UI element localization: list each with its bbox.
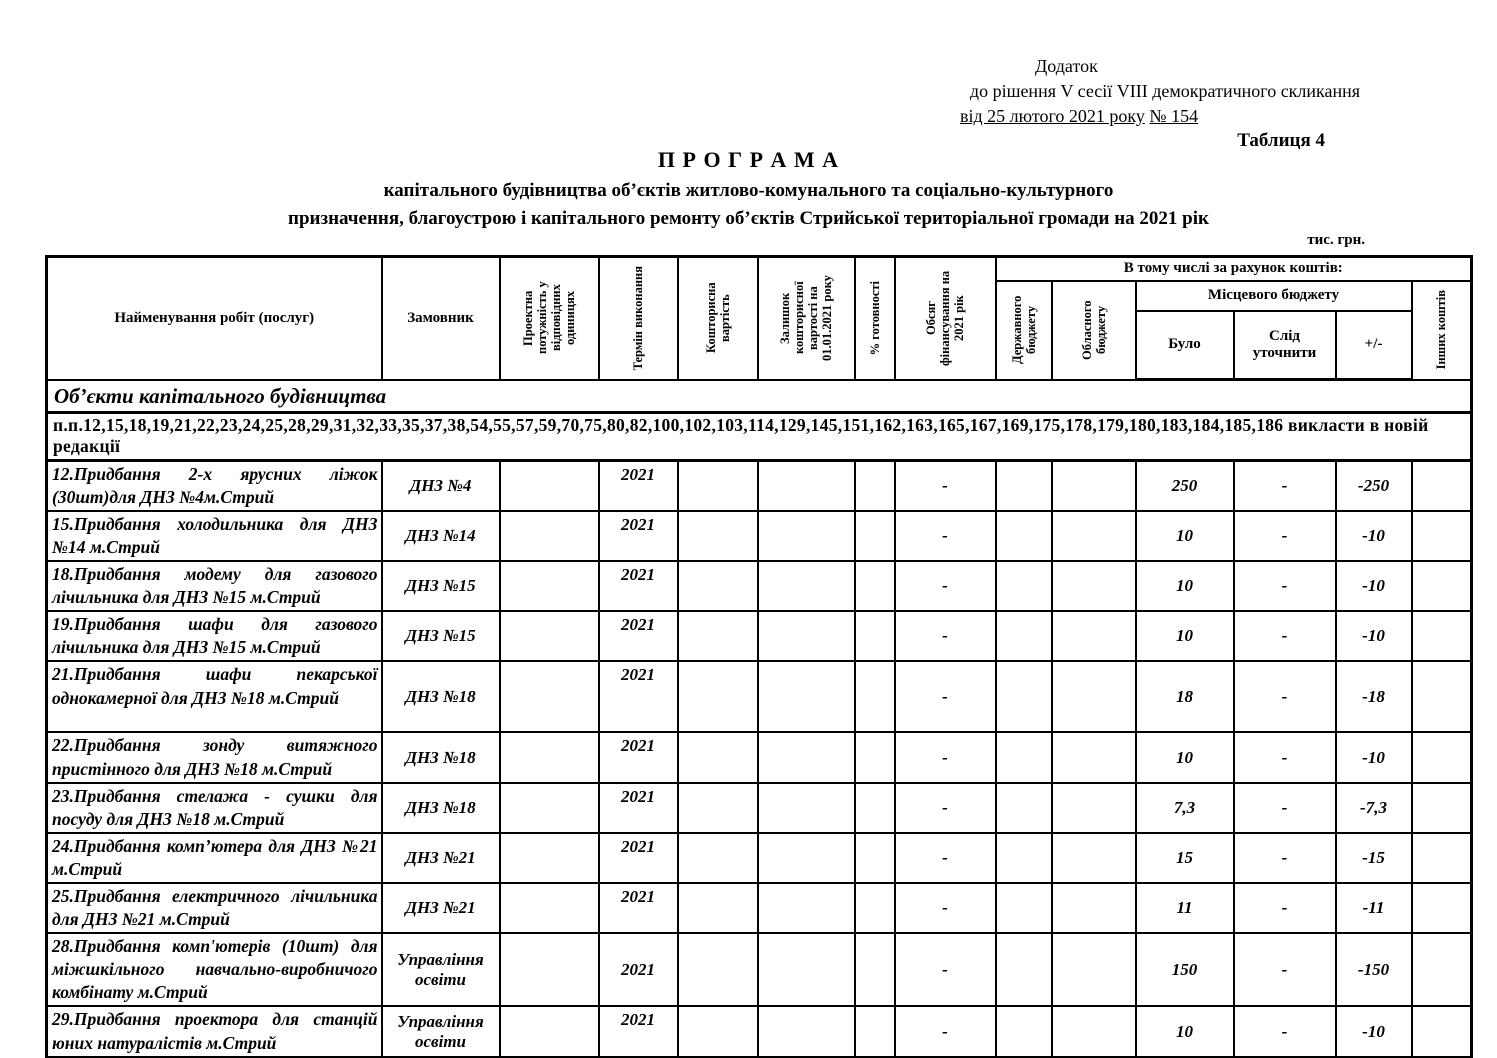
other-funds-cell xyxy=(1412,783,1472,833)
other-funds-cell xyxy=(1412,661,1472,732)
was-cell: 15 xyxy=(1136,833,1234,883)
oblast-budget-cell xyxy=(1052,783,1136,833)
customer-cell: ДНЗ №4 xyxy=(382,460,500,511)
plus-minus-cell: -18 xyxy=(1336,661,1412,732)
table-row xyxy=(47,883,1472,933)
program-table xyxy=(45,255,1473,1058)
balance-cell xyxy=(758,661,855,732)
oblast-budget-cell xyxy=(1052,661,1136,732)
header-estimate: Кошторисна вартість xyxy=(678,257,758,380)
balance-cell xyxy=(758,460,855,511)
term-cell: 2021 xyxy=(599,883,678,933)
header-capacity: Проектна потужність у відповідних одиницях xyxy=(500,257,599,380)
plus-minus-cell: -150 xyxy=(1336,933,1412,1006)
term-cell: 2021 xyxy=(599,611,678,661)
to-clarify-cell: - xyxy=(1234,833,1336,883)
table-row xyxy=(47,783,1472,833)
to-clarify-cell: - xyxy=(1234,661,1336,732)
was-cell: 150 xyxy=(1136,933,1234,1006)
capacity-cell xyxy=(500,883,599,933)
capacity-cell xyxy=(500,1006,599,1057)
to-clarify-cell: - xyxy=(1234,933,1336,1006)
to-clarify-cell: - xyxy=(1234,883,1336,933)
table-row xyxy=(47,460,1472,511)
oblast-budget-cell xyxy=(1052,561,1136,611)
to-clarify-cell: - xyxy=(1234,561,1336,611)
work-name-cell: 19.Придбання шафи для газового лічильника для ДНЗ №15 м.Стрий xyxy=(47,611,382,661)
table-row xyxy=(47,611,1472,661)
customer-cell: Управління освіти xyxy=(382,1006,500,1057)
capacity-cell xyxy=(500,833,599,883)
customer-cell: ДНЗ №14 xyxy=(382,511,500,561)
capacity-cell xyxy=(500,732,599,782)
capacity-cell xyxy=(500,661,599,732)
readiness-cell xyxy=(855,561,895,611)
amendment-row xyxy=(47,413,1472,461)
estimate-cell xyxy=(678,611,758,661)
plus-minus-cell: -11 xyxy=(1336,883,1412,933)
readiness-cell xyxy=(855,833,895,883)
other-funds-cell xyxy=(1412,833,1472,883)
funding-cell: - xyxy=(895,611,996,661)
to-clarify-cell: - xyxy=(1234,783,1336,833)
customer-cell: ДНЗ №18 xyxy=(382,661,500,732)
work-name-cell: 15.Придбання холодильника для ДНЗ №14 м.Стрий xyxy=(47,511,382,561)
work-name-cell: 28.Придбання комп'ютерів (10шт) для міжшкільного навчально-виробничого комбінату м.Стрий xyxy=(47,933,382,1006)
other-funds-cell xyxy=(1412,883,1472,933)
plus-minus-cell: -15 xyxy=(1336,833,1412,883)
readiness-cell xyxy=(855,1006,895,1057)
title-line-2: капітального будівництва об’єктів житлово-комунального та соціально-культурного xyxy=(383,180,1114,201)
state-budget-cell xyxy=(996,611,1052,661)
readiness-cell xyxy=(855,883,895,933)
plus-minus-cell: -10 xyxy=(1336,1006,1412,1057)
to-clarify-cell: - xyxy=(1234,732,1336,782)
balance-cell xyxy=(758,732,855,782)
header-other-funds: Інших коштів xyxy=(1412,281,1472,380)
term-cell: 2021 xyxy=(599,460,678,511)
customer-cell: ДНЗ №15 xyxy=(382,611,500,661)
header-to-clarify: Слід уточнити xyxy=(1234,311,1336,380)
work-name-cell: 23.Придбання стелажа - сушки для посуду для ДНЗ №18 м.Стрий xyxy=(47,783,382,833)
was-cell: 11 xyxy=(1136,883,1234,933)
was-cell: 250 xyxy=(1136,460,1234,511)
header-balance: Залишок кошторисної вартості на 01.01.2021 року xyxy=(758,257,855,380)
customer-cell: ДНЗ №15 xyxy=(382,561,500,611)
state-budget-cell xyxy=(996,732,1052,782)
customer-cell: ДНЗ №18 xyxy=(382,732,500,782)
plus-minus-cell: -10 xyxy=(1336,561,1412,611)
balance-cell xyxy=(758,561,855,611)
customer-cell: ДНЗ №18 xyxy=(382,783,500,833)
term-cell: 2021 xyxy=(599,561,678,611)
header-customer: Замовник xyxy=(382,257,500,380)
customer-cell: ДНЗ №21 xyxy=(382,883,500,933)
funding-cell: - xyxy=(895,661,996,732)
state-budget-cell xyxy=(996,460,1052,511)
work-name-cell: 22.Придбання зонду витяжного пристінного для ДНЗ №18 м.Стрий xyxy=(47,732,382,782)
plus-minus-cell: -10 xyxy=(1336,732,1412,782)
plus-minus-cell: -10 xyxy=(1336,611,1412,661)
to-clarify-cell: - xyxy=(1234,511,1336,561)
readiness-cell xyxy=(855,611,895,661)
estimate-cell xyxy=(678,933,758,1006)
readiness-cell xyxy=(855,511,895,561)
other-funds-cell xyxy=(1412,511,1472,561)
plus-minus-cell: -10 xyxy=(1336,511,1412,561)
other-funds-cell xyxy=(1412,460,1472,511)
customer-cell: Управління освіти xyxy=(382,933,500,1006)
readiness-cell xyxy=(855,783,895,833)
readiness-cell xyxy=(855,460,895,511)
oblast-budget-cell xyxy=(1052,460,1136,511)
state-budget-cell xyxy=(996,833,1052,883)
was-cell: 7,3 xyxy=(1136,783,1234,833)
section-title: Об’єкти капітального будівництва xyxy=(47,380,1472,413)
was-cell: 10 xyxy=(1136,561,1234,611)
term-cell: 2021 xyxy=(599,933,678,1006)
appendix-line-1: Додаток xyxy=(1035,56,1098,76)
estimate-cell xyxy=(678,883,758,933)
state-budget-cell xyxy=(996,661,1052,732)
state-budget-cell xyxy=(996,1006,1052,1057)
units-label: тис. грн. xyxy=(1307,232,1365,248)
header-local-budget: Місцевого бюджету xyxy=(1136,281,1412,311)
oblast-budget-cell xyxy=(1052,833,1136,883)
funding-cell: - xyxy=(895,933,996,1006)
readiness-cell xyxy=(855,732,895,782)
oblast-budget-cell xyxy=(1052,511,1136,561)
other-funds-cell xyxy=(1412,611,1472,661)
was-cell: 10 xyxy=(1136,732,1234,782)
appendix-block xyxy=(930,54,1400,155)
oblast-budget-cell xyxy=(1052,933,1136,1006)
funding-cell: - xyxy=(895,883,996,933)
balance-cell xyxy=(758,933,855,1006)
was-cell: 10 xyxy=(1136,1006,1234,1057)
state-budget-cell xyxy=(996,933,1052,1006)
estimate-cell xyxy=(678,561,758,611)
term-cell: 2021 xyxy=(599,661,678,732)
readiness-cell xyxy=(855,661,895,732)
state-budget-cell xyxy=(996,511,1052,561)
state-budget-cell xyxy=(996,783,1052,833)
state-budget-cell xyxy=(996,561,1052,611)
decision-date: від 25 лютого 2021 року xyxy=(960,105,1145,126)
term-cell: 2021 xyxy=(599,732,678,782)
decision-number: № 154 xyxy=(1149,105,1199,126)
capacity-cell xyxy=(500,933,599,1006)
term-cell: 2021 xyxy=(599,833,678,883)
estimate-cell xyxy=(678,732,758,782)
customer-cell: ДНЗ №21 xyxy=(382,833,500,883)
table-row xyxy=(47,1006,1472,1057)
work-name-cell: 24.Придбання комп’ютера для ДНЗ №21 м.Стрий xyxy=(47,833,382,883)
capacity-cell xyxy=(500,460,599,511)
work-name-cell: 18.Придбання модему для газового лічильника для ДНЗ №15 м.Стрий xyxy=(47,561,382,611)
other-funds-cell xyxy=(1412,933,1472,1006)
plus-minus-cell: -250 xyxy=(1336,460,1412,511)
header-work-name: Найменування робіт (послуг) xyxy=(47,257,382,380)
estimate-cell xyxy=(678,783,758,833)
funding-cell: - xyxy=(895,732,996,782)
funding-cell: - xyxy=(895,1006,996,1057)
title-line-1: П Р О Г Р А М А xyxy=(657,147,840,172)
header-including: В тому числі за рахунок коштів: xyxy=(996,257,1472,281)
document-title xyxy=(0,147,1497,230)
funding-cell: - xyxy=(895,511,996,561)
title-line-3: призначення, благоустрою і капітального ремонту об’єктів Стрийської територіальної громади на 2021 рік xyxy=(288,208,1209,229)
term-cell: 2021 xyxy=(599,511,678,561)
capacity-cell xyxy=(500,783,599,833)
other-funds-cell xyxy=(1412,1006,1472,1057)
capacity-cell xyxy=(500,611,599,661)
table-number-label: Таблиця 4 xyxy=(1237,130,1325,152)
funding-cell: - xyxy=(895,460,996,511)
was-cell: 18 xyxy=(1136,661,1234,732)
balance-cell xyxy=(758,611,855,661)
balance-cell xyxy=(758,1006,855,1057)
balance-cell xyxy=(758,783,855,833)
to-clarify-cell: - xyxy=(1234,1006,1336,1057)
to-clarify-cell: - xyxy=(1234,611,1336,661)
header-funding: Обсяг фінансування на 2021 рік xyxy=(895,257,996,380)
header-was: Було xyxy=(1136,311,1234,380)
amendment-note: п.п.12,15,18,19,21,22,23,24,25,28,29,31,32,33,35,37,38,54,55,57,59,70,75,80,82,100,102,103,114,129,145,151,162,163,165,167,169,175,178,179,180,183,184,185,186 викласти в новій редакції xyxy=(47,413,1472,461)
oblast-budget-cell xyxy=(1052,1006,1136,1057)
was-cell: 10 xyxy=(1136,611,1234,661)
header-state-budget: Державного бюджету xyxy=(996,281,1052,380)
balance-cell xyxy=(758,883,855,933)
appendix-line-2: до рішення V сесії VIII демократичного скликання xyxy=(969,80,1361,101)
term-cell: 2021 xyxy=(599,1006,678,1057)
balance-cell xyxy=(758,833,855,883)
table-row xyxy=(47,833,1472,883)
term-cell: 2021 xyxy=(599,783,678,833)
appendix-line-3 xyxy=(930,104,1400,129)
work-name-cell: 21.Придбання шафи пекарської однокамерної для ДНЗ №18 м.Стрий xyxy=(47,661,382,732)
work-name-cell: 12.Придбання 2-х ярусних ліжок (30шт)для ДНЗ №4м.Стрий xyxy=(47,460,382,511)
table-row xyxy=(47,561,1472,611)
estimate-cell xyxy=(678,1006,758,1057)
oblast-budget-cell xyxy=(1052,732,1136,782)
capacity-cell xyxy=(500,511,599,561)
work-name-cell: 29.Придбання проектора для станцій юних натуралістів м.Стрий xyxy=(47,1006,382,1057)
other-funds-cell xyxy=(1412,732,1472,782)
funding-cell: - xyxy=(895,783,996,833)
readiness-cell xyxy=(855,933,895,1006)
oblast-budget-cell xyxy=(1052,611,1136,661)
was-cell: 10 xyxy=(1136,511,1234,561)
funding-cell: - xyxy=(895,561,996,611)
balance-cell xyxy=(758,511,855,561)
to-clarify-cell: - xyxy=(1234,460,1336,511)
funding-cell: - xyxy=(895,833,996,883)
estimate-cell xyxy=(678,661,758,732)
estimate-cell xyxy=(678,511,758,561)
header-plus-minus: +/- xyxy=(1336,311,1412,380)
capacity-cell xyxy=(500,561,599,611)
other-funds-cell xyxy=(1412,561,1472,611)
header-term: Термін виконання xyxy=(599,257,678,380)
work-name-cell: 25.Придбання електричного лічильника для ДНЗ №21 м.Стрий xyxy=(47,883,382,933)
table-row xyxy=(47,933,1472,1006)
state-budget-cell xyxy=(996,883,1052,933)
table-row xyxy=(47,732,1472,782)
table-row xyxy=(47,511,1472,561)
oblast-budget-cell xyxy=(1052,883,1136,933)
estimate-cell xyxy=(678,833,758,883)
header-readiness: % готовності xyxy=(855,257,895,380)
header-oblast-budget: Обласного бюджету xyxy=(1052,281,1136,380)
estimate-cell xyxy=(678,460,758,511)
section-row xyxy=(47,380,1472,413)
table-row xyxy=(47,661,1472,732)
plus-minus-cell: -7,3 xyxy=(1336,783,1412,833)
